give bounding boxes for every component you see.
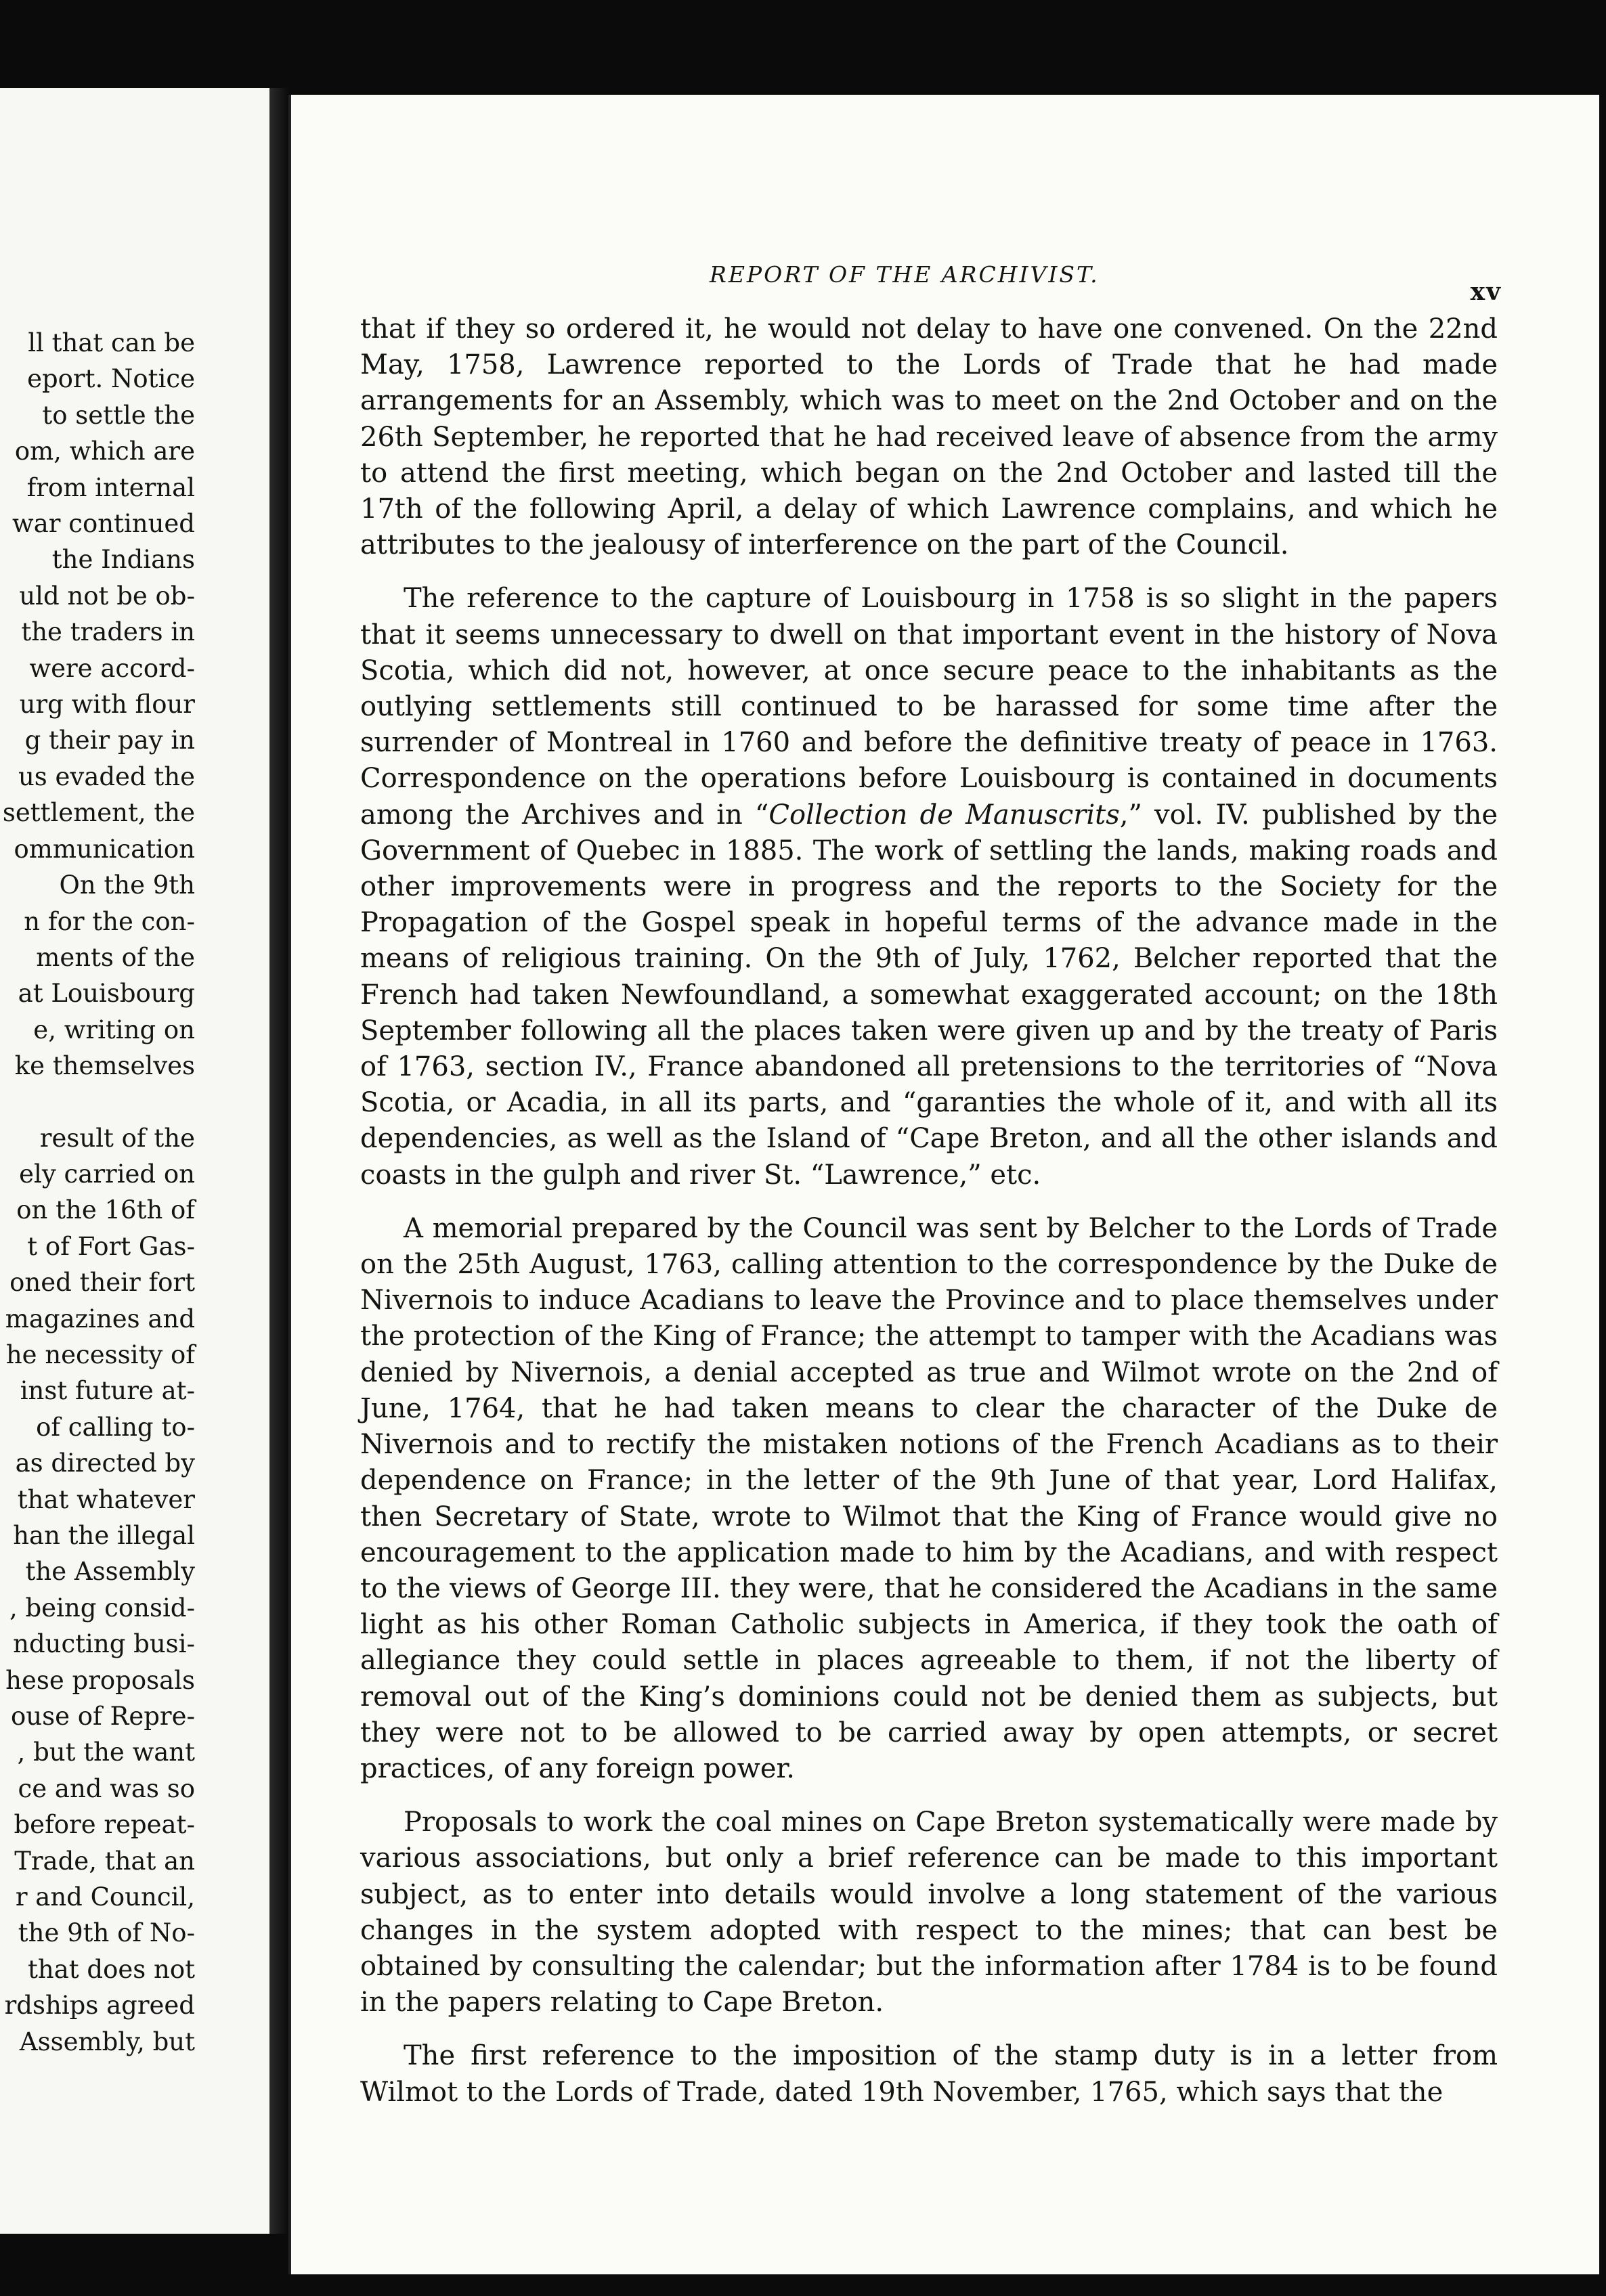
- left-page-line: e, writing on: [33, 1015, 195, 1044]
- left-page-line: us evaded the: [18, 761, 195, 791]
- left-page-line: urg with flour: [19, 690, 195, 720]
- left-page-line: r and Council,: [15, 1882, 195, 1912]
- left-page-line: uld not be ob-: [19, 581, 195, 611]
- paragraph-4: Proposals to work the coal mines on Cape Breton systematically were made by various associations, but only a brief reference can be made to this important subject, as to enter into details would involve a long statement of the various changes in the system adopted with respect to the mines; that can best be obtained by consulting the calendar; but the information after 1784 is to be found in the papers relating to Cape Breton.: [360, 1807, 1498, 2018]
- left-page-line: ouse of Repre-: [10, 1702, 195, 1731]
- left-page-line: the Assembly: [25, 1557, 195, 1587]
- left-page-line: hese proposals: [5, 1665, 195, 1695]
- left-page-line: ments of the: [36, 942, 195, 972]
- paragraph-2: [360, 581, 1498, 1193]
- left-page-line: to settle the: [42, 400, 195, 430]
- left-page-line: , being consid-: [9, 1593, 195, 1622]
- left-page-line: han the illegal: [13, 1521, 195, 1550]
- left-page-line: Assembly, but: [19, 2027, 195, 2056]
- left-page-line: that does not: [28, 1954, 195, 1984]
- left-page-line: ommunication: [14, 834, 195, 864]
- paragraph-3: A memorial prepared by the Council was sent by Belcher to the Lords of Trade on the 25th August, 1763, calling attention to the correspondence by the Duke de Nivernois to induce Acadians to leave the Province and to place themselves under the protection of the King of France; the attempt to tamper with the Acadians was denied by Nivernois, a denial accepted as true and Wilmot wrote on the 2nd of June, 1764, that he had taken means to clear the character of the Duke de Nivernois and to rectify the mistaken notions of the French Acadians as to their dependence on France; in the letter of the 9th June of that year, Lord Halifax, then Secretary of State, wrote to Wilmot that the King of France would give no encouragement to the application made to him by the Acadians, and with respect to the views of George III. they were, that he considered the Acadians in the same light as his other Roman Catholic subjects in America, if they took the oath of allegiance they could settle in places agreeable to them, if not the liberty of removal out of the King’s dominions could not be denied them as subjects, but they were not to be allowed to be carried away by open attempts, or secret practices, of any foreign power.: [360, 1212, 1498, 1784]
- right-page: [288, 95, 1599, 2274]
- left-page-line: ll that can be: [28, 328, 195, 357]
- left-page-line: , but the want: [17, 1738, 195, 1767]
- left-page-line: of calling to-: [36, 1412, 195, 1442]
- left-page-line: oned their fort: [9, 1268, 195, 1298]
- left-page-line: from internal: [26, 472, 195, 502]
- paragraph-2-part-1: The reference to the capture of Louisbourg in 1758 is so slight in the papers that it seems unnecessary to dwell on that important event in the history of Nova Scotia, which did not, however, at once secure peace to the inhabitants as the outlying settlements still continued to be harassed for some time after the surrender of Montreal in 1760 and before the definitive treaty of peace in 1763. Correspondence on the operations before Louisbourg is contained in documents among the Archives and in “: [360, 583, 1498, 831]
- left-page-line: magazines and: [5, 1304, 195, 1333]
- left-page-line: t of Fort Gas-: [27, 1231, 195, 1261]
- left-page-line: the 9th of No-: [18, 1918, 195, 1948]
- left-page-line: he necessity of: [5, 1340, 195, 1369]
- body-text: [360, 311, 1498, 2111]
- collection-title: Collection de Manuscrits: [768, 799, 1120, 831]
- left-page-line: at Louisbourg: [18, 979, 195, 1009]
- left-page-line: eport. Notice: [27, 364, 195, 394]
- left-page-line: Trade, that an: [14, 1846, 195, 1876]
- paragraph-5: The first reference to the imposition of the stamp duty is in a letter from Wilmot to the Lords of Trade, dated 19th November, 1765, which says that the: [360, 2040, 1498, 2108]
- left-page-line: g their pay in: [24, 726, 195, 755]
- left-page-line: ce and was so: [18, 1773, 195, 1803]
- left-page-line: inst future at-: [20, 1376, 195, 1406]
- left-page-line: before repeat-: [14, 1810, 195, 1840]
- left-page-line: settlement, the: [2, 798, 195, 828]
- left-page-line: on the 16th of: [16, 1195, 195, 1225]
- page-number: xv: [1470, 278, 1502, 306]
- book-gutter: [269, 88, 288, 2234]
- left-page-text: [0, 325, 195, 2060]
- left-page-line: as directed by: [15, 1449, 195, 1478]
- paragraph-1: that if they so ordered it, he would not delay to have one convened. On the 22nd May, 1758, Lawrence reported to the Lords of Trade that he had made arrangements for an Assembly, which was to meet on the 2nd October and on the 26th September, he reported that he had received leave of absence from the army to attend the first meeting, which began on the 2nd October and lasted till the 17th of the following April, a delay of which Lawrence complains, and which he attributes to the jealousy of interference on the part of the Council.: [360, 313, 1498, 561]
- left-page-line: ely carried on: [19, 1159, 195, 1189]
- left-page-line: result of the: [39, 1123, 195, 1153]
- left-page-line: On the 9th: [59, 870, 195, 900]
- left-page-line: war continued: [12, 509, 195, 539]
- left-page-line: the traders in: [21, 617, 195, 647]
- left-page-gap: [0, 1084, 195, 1120]
- paragraph-2-part-2: ,” vol. IV. published by the Government of Quebec in 1885. The work of settling the lands, making roads and other improvements were in progress and the reports to the Society for the Propagation of the Gospel speak in hopeful terms of the advance made in the means of religious training. On the 9th of July, 1762, Belcher reported that the French had taken Newfoundland, a somewhat exaggerated account; on the 18th September following all the places taken were given up and by the treaty of Paris of 1763, section IV., France abandoned all pretensions to the territories of “Nova Scotia, or Acadia, in all its parts, and “garanties the whole of it, and with all its dependencies, as well as the Island of “Cape Breton, and all the other islands and coasts in the gulph and river St. “Lawrence,” etc.: [360, 799, 1498, 1191]
- running-head: REPORT OF THE ARCHIVIST.: [710, 261, 1100, 288]
- left-page-line: om, which are: [14, 437, 195, 466]
- left-page-line: the Indians: [51, 545, 195, 575]
- left-page-line: rdships agreed: [4, 1991, 195, 2021]
- left-page-line: n for the con-: [24, 906, 195, 936]
- left-page-line: that whatever: [17, 1484, 195, 1514]
- left-page-line: nducting busi-: [13, 1629, 195, 1659]
- left-page-line: ke themselves: [14, 1051, 195, 1081]
- left-page-fragment: [0, 88, 269, 2234]
- left-page-line: were accord-: [29, 653, 195, 683]
